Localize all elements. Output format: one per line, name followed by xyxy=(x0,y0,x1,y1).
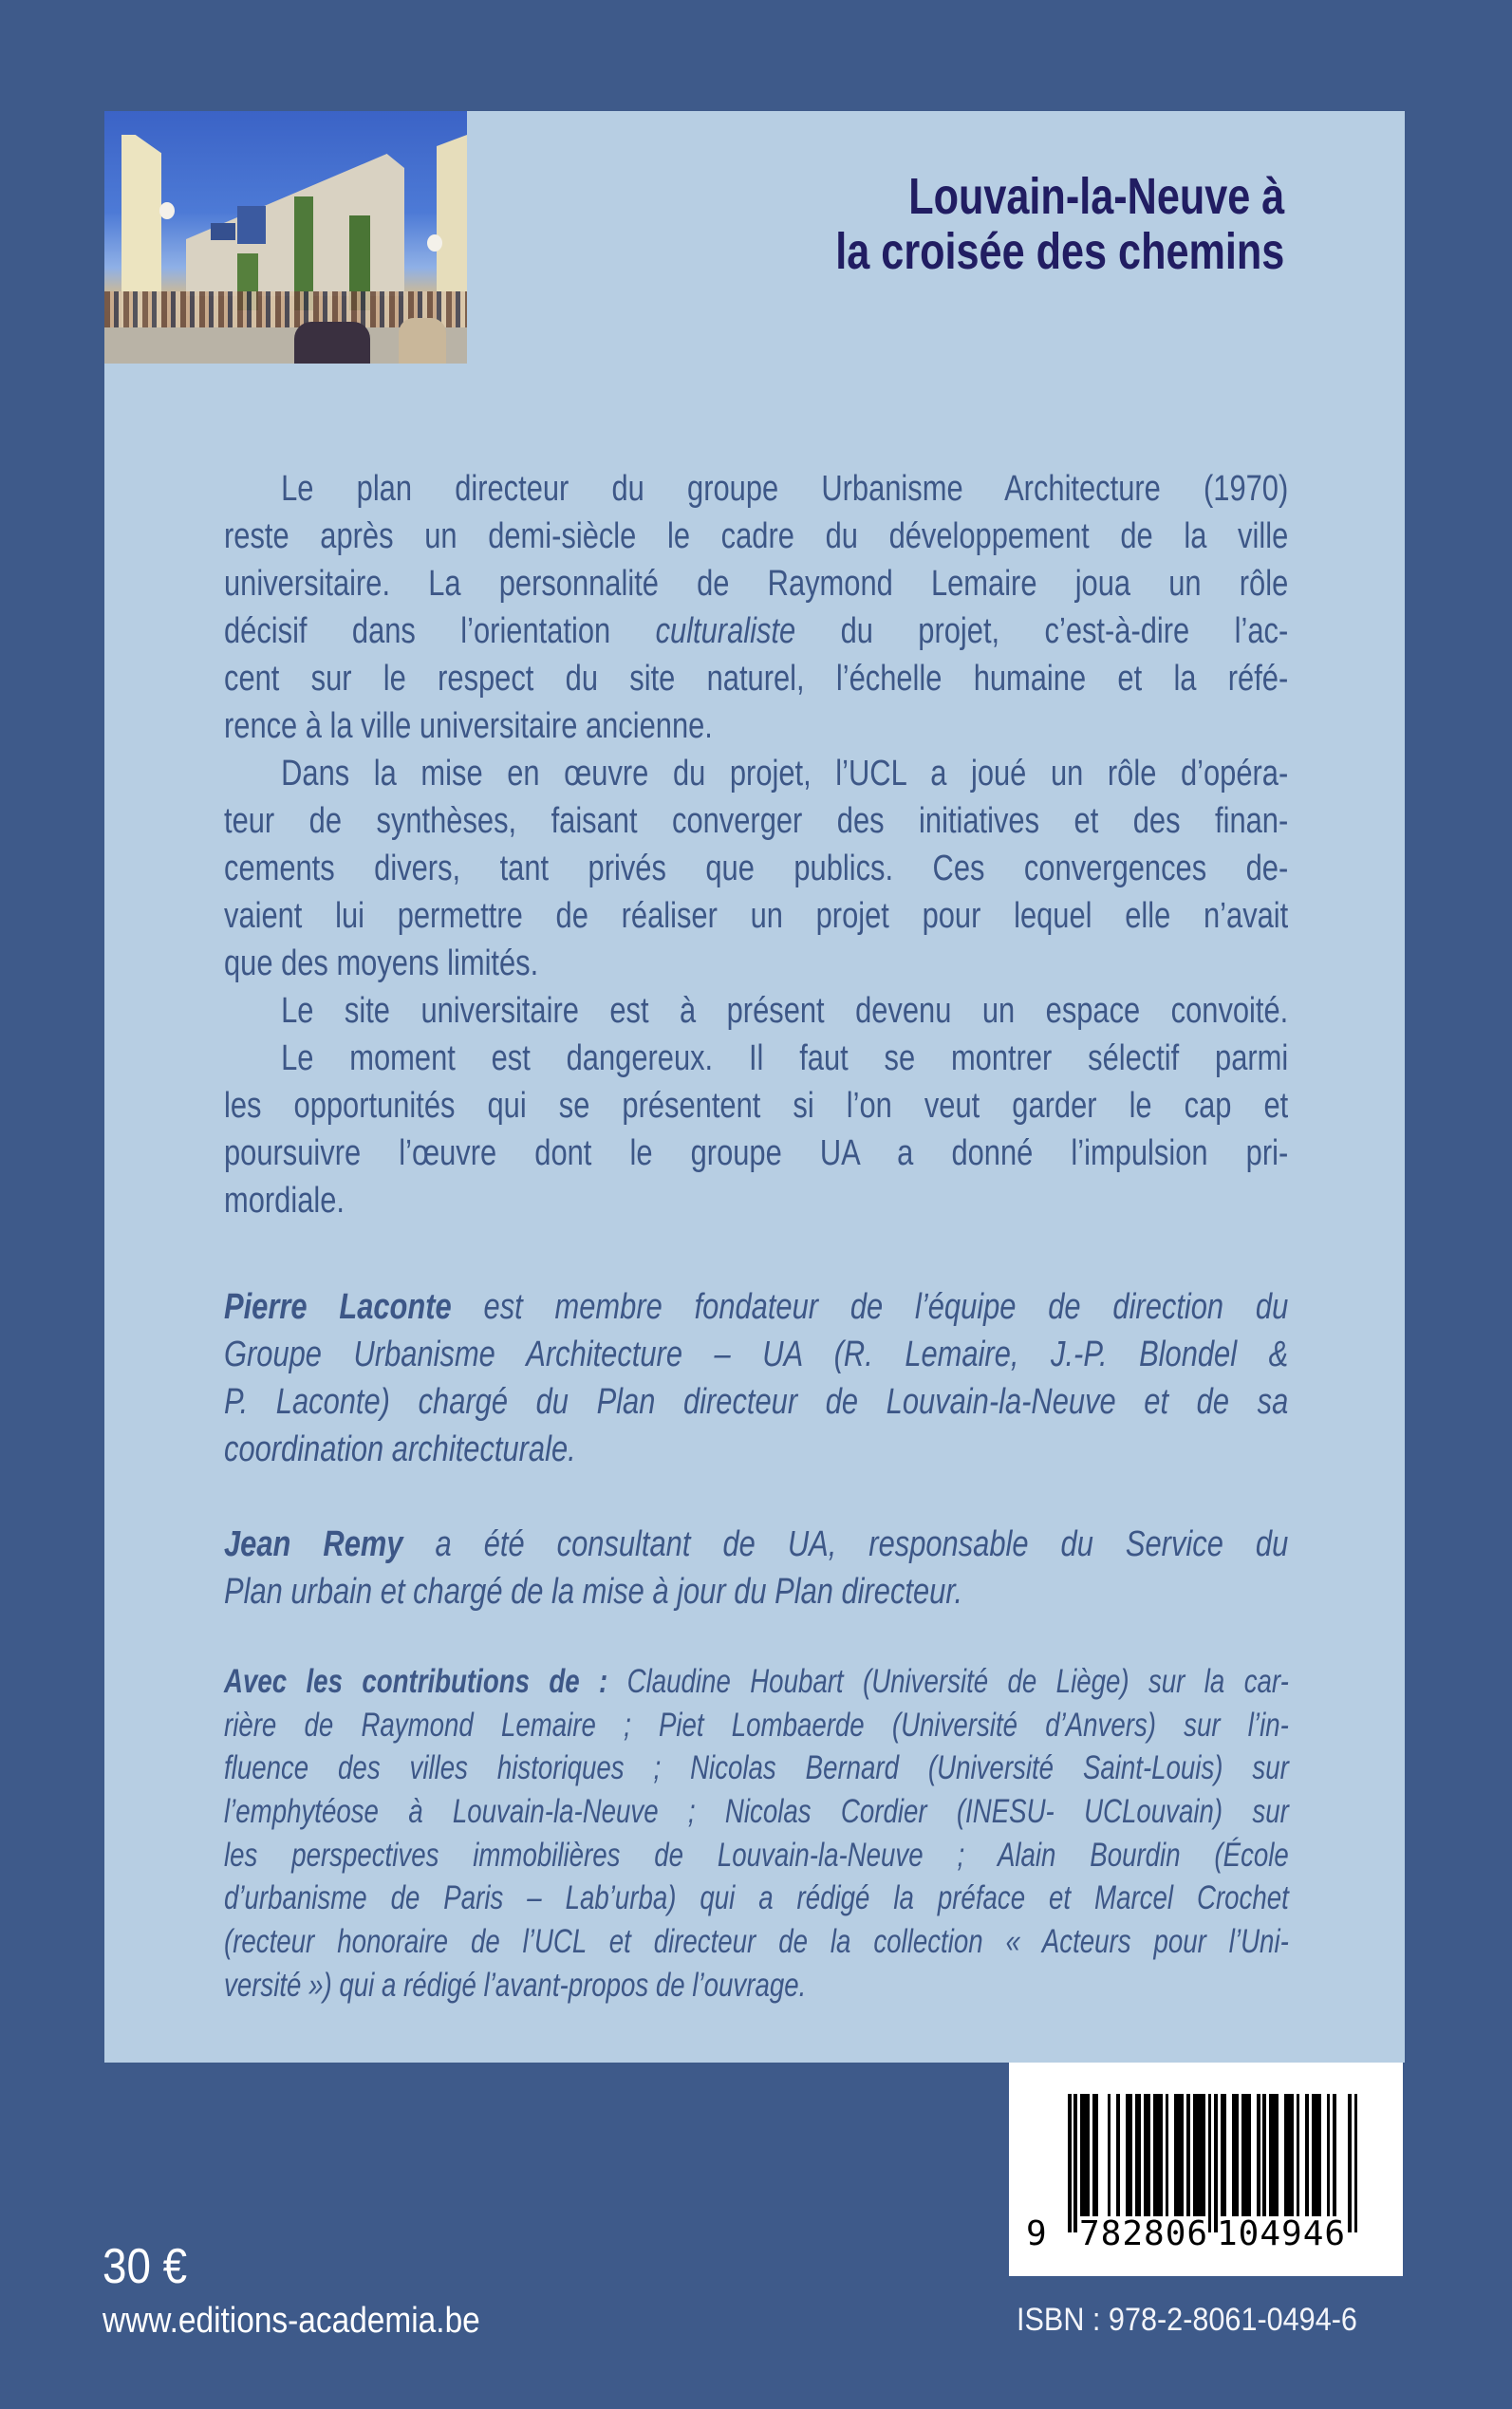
text-line: rière de Raymond Lemaire ; Piet Lombaerde (Université d’Anvers) sur l’in- xyxy=(224,1706,1289,1744)
photo-lamp xyxy=(159,202,175,219)
text-line: vaient lui permettre de réaliser un projet pour lequel elle n’avait xyxy=(224,896,1289,936)
text-line: Le plan directeur du groupe Urbanisme Architecture (1970) xyxy=(281,469,1289,509)
barcode-digits-left: 782806 xyxy=(1079,2214,1209,2253)
publisher-website xyxy=(103,2300,532,2342)
text-line: fluence des villes historiques ; Nicolas Bernard (Université Saint-Louis) sur xyxy=(224,1749,1289,1787)
photo-window xyxy=(211,223,235,240)
photo-window xyxy=(237,206,266,244)
barcode-bar xyxy=(1214,2094,1218,2232)
price-value: 30 € xyxy=(103,2239,188,2294)
barcode-bar xyxy=(1317,2094,1321,2216)
text-line: coordination architecturale. xyxy=(224,1429,576,1469)
contributions-paragraph xyxy=(224,1660,1288,2008)
text-line: Groupe Urbanisme Architecture – UA (R. Lemaire, J.-P. Blondel & xyxy=(224,1335,1289,1374)
summary-paragraph xyxy=(224,1035,1288,1224)
barcode-bar xyxy=(1159,2094,1163,2216)
barcode-bar xyxy=(1297,2094,1300,2216)
text-line: rence à la ville universitaire ancienne. xyxy=(224,706,713,746)
barcode-bar xyxy=(1186,2094,1190,2216)
text-line: teur de synthèses, faisant converger des initiatives et des finan- xyxy=(224,801,1289,841)
barcode-bar xyxy=(1333,2094,1336,2216)
barcode-bar xyxy=(1068,2094,1072,2232)
text-line: mordiale. xyxy=(224,1181,345,1221)
barcode-bar xyxy=(1305,2094,1309,2216)
summary-paragraph xyxy=(224,750,1288,987)
text-line: poursuivre l’œuvre dont le groupe UA a donné l’impulsion pri- xyxy=(224,1133,1289,1173)
barcode-bar xyxy=(1208,2094,1212,2232)
isbn-value: 978-2-8061-0494-6 xyxy=(1108,2302,1357,2338)
barcode-bar xyxy=(1086,2094,1090,2216)
barcode-bar xyxy=(1166,2094,1169,2216)
text-line: décisif dans l’orientation culturaliste du projet, c’est-à-dire l’ac- xyxy=(224,611,1289,651)
text-line: Avec les contributions de : Claudine Houbart (Université de Liège) sur la car- xyxy=(224,1663,1289,1700)
barcode-bar xyxy=(1116,2094,1120,2216)
text-line: cent sur le respect du site naturel, l’échelle humaine et la réfé- xyxy=(224,659,1289,699)
barcode-bar xyxy=(1290,2094,1294,2216)
text-line: universitaire. La personnalité de Raymond Lemaire joua un rôle xyxy=(224,564,1289,604)
barcode-box xyxy=(1009,2063,1403,2276)
text-line: Jean Remy a été consultant de UA, responsable du Service du xyxy=(224,1524,1289,1564)
text-line: P. Laconte) chargé du Plan directeur de Louvain-la-Neuve et de sa xyxy=(224,1382,1289,1422)
book-title-line-2: la croisée des chemins xyxy=(834,223,1284,280)
text-line: reste après un demi-siècle le cadre du développement de la ville xyxy=(224,516,1289,556)
ean13-barcode xyxy=(1068,2094,1357,2232)
barcode-bar xyxy=(1247,2094,1251,2216)
barcode-bar xyxy=(1073,2094,1077,2232)
text-line: Le site universitaire est à présent devenu un espace convoité. xyxy=(281,991,1289,1031)
barcode-bar xyxy=(1257,2094,1260,2216)
text-line: versité ») qui a rédigé l’avant-propos de l’ouvrage. xyxy=(224,1966,807,2004)
text-line: les perspectives immobilières de Louvain-la-Neuve ; Alain Bourdin (École xyxy=(224,1836,1289,1874)
text-line: Dans la mise en œuvre du projet, l’UCL a joué un rôle d’opéra- xyxy=(281,754,1289,794)
text-line: d’urbanisme de Paris – Lab’urba) qui a rédigé la préface et Marcel Crochet xyxy=(224,1879,1289,1917)
barcode-bar xyxy=(1147,2094,1150,2216)
barcode-bar xyxy=(1236,2094,1240,2216)
isbn-text xyxy=(1017,2301,1400,2339)
text-line: (recteur honoraire de l’UCL et directeur de la collection « Acteurs pour l’Uni- xyxy=(224,1923,1289,1961)
price xyxy=(103,2238,198,2295)
text-line: Plan urbain et chargé de la mise à jour du Plan directeur. xyxy=(224,1572,963,1612)
barcode-bar xyxy=(1095,2094,1099,2216)
text-line: Pierre Laconte est membre fondateur de l’équipe de direction du xyxy=(224,1287,1289,1327)
publisher-website-link[interactable]: www.editions-academia.be xyxy=(103,2301,480,2341)
author-bio xyxy=(224,1283,1288,1473)
barcode-bar xyxy=(1129,2094,1132,2216)
summary-paragraph xyxy=(224,465,1288,750)
photo-lamp xyxy=(427,234,442,252)
isbn-label: ISBN : xyxy=(1017,2302,1101,2338)
text-line: les opportunités qui se présentent si l’on veut garder le cap et xyxy=(224,1086,1289,1126)
book-title-line-1: Louvain-la-Neuve à xyxy=(907,168,1284,225)
text-line: que des moyens limités. xyxy=(224,943,539,983)
barcode-bar xyxy=(1348,2094,1352,2232)
barcode-digits xyxy=(1009,2214,1403,2252)
barcode-bar xyxy=(1275,2094,1279,2216)
cover-photo xyxy=(104,111,467,364)
photo-people xyxy=(294,322,370,364)
barcode-bar xyxy=(1327,2094,1331,2216)
barcode-digit-first: 9 xyxy=(1026,2214,1047,2253)
barcode-bar xyxy=(1223,2094,1227,2216)
barcode-bar xyxy=(1181,2094,1185,2216)
photo-people xyxy=(399,318,446,364)
author-bio xyxy=(224,1521,1288,1615)
barcode-bar xyxy=(1202,2094,1205,2216)
summary-paragraph xyxy=(224,987,1288,1035)
barcode-bar xyxy=(1108,2094,1111,2216)
barcode-bar xyxy=(1354,2094,1358,2232)
barcode-bar xyxy=(1262,2094,1266,2216)
text-line: Le moment est dangereux. Il faut se montrer sélectif parmi xyxy=(281,1038,1289,1078)
barcode-digits-right: 104946 xyxy=(1217,2214,1347,2253)
book-title xyxy=(723,169,1284,279)
text-line: cements divers, tant privés que publics. Ces convergences de- xyxy=(224,849,1289,888)
barcode-bar xyxy=(1138,2094,1142,2216)
text-line: l’emphytéose à Louvain-la-Neuve ; Nicolas Cordier (INESU- UCLouvain) sur xyxy=(224,1793,1289,1831)
